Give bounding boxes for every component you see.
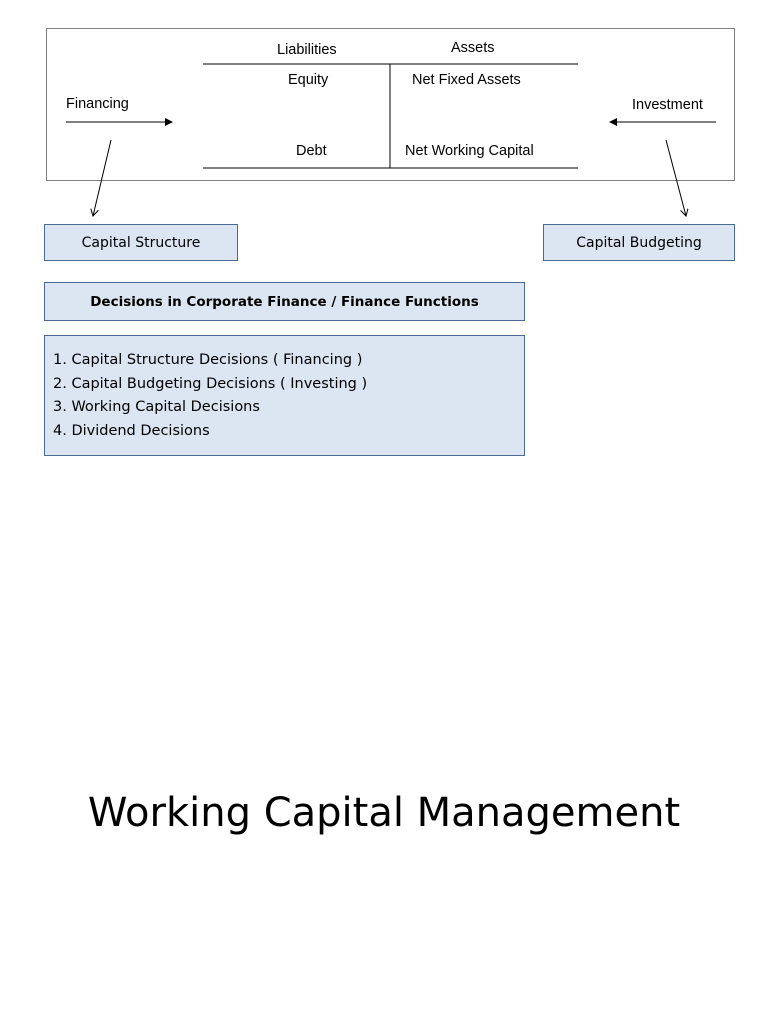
net-fixed-assets-label: Net Fixed Assets bbox=[412, 72, 521, 88]
finance-functions-title-box bbox=[44, 282, 525, 321]
capital-structure-label: Capital Structure bbox=[81, 234, 201, 251]
capital-budgeting-label: Capital Budgeting bbox=[576, 234, 702, 251]
financing-label: Financing bbox=[66, 96, 129, 112]
assets-header: Assets bbox=[451, 40, 495, 56]
decisions-list-box bbox=[44, 335, 525, 456]
equity-label: Equity bbox=[288, 72, 329, 88]
investment-label: Investment bbox=[632, 97, 703, 113]
net-working-capital-label: Net Working Capital bbox=[405, 143, 534, 159]
capital-structure-box bbox=[44, 224, 238, 261]
financing-to-capital-structure-arrow bbox=[93, 140, 111, 216]
capital-budgeting-box bbox=[543, 224, 735, 261]
debt-label: Debt bbox=[296, 143, 327, 159]
list-item: 3. Working Capital Decisions bbox=[53, 399, 260, 415]
list-item: 1. Capital Structure Decisions ( Financing ) bbox=[53, 352, 363, 368]
page-title: Working Capital Management bbox=[87, 790, 681, 836]
finance-functions-title: Decisions in Corporate Finance / Finance Functions bbox=[90, 293, 479, 310]
list-item: 4. Dividend Decisions bbox=[53, 422, 210, 439]
liabilities-header: Liabilities bbox=[277, 42, 337, 58]
investment-to-capital-budgeting-arrow bbox=[666, 140, 686, 216]
decisions-list bbox=[53, 349, 524, 443]
list-item: 2. Capital Budgeting Decisions ( Investing ) bbox=[53, 375, 368, 392]
